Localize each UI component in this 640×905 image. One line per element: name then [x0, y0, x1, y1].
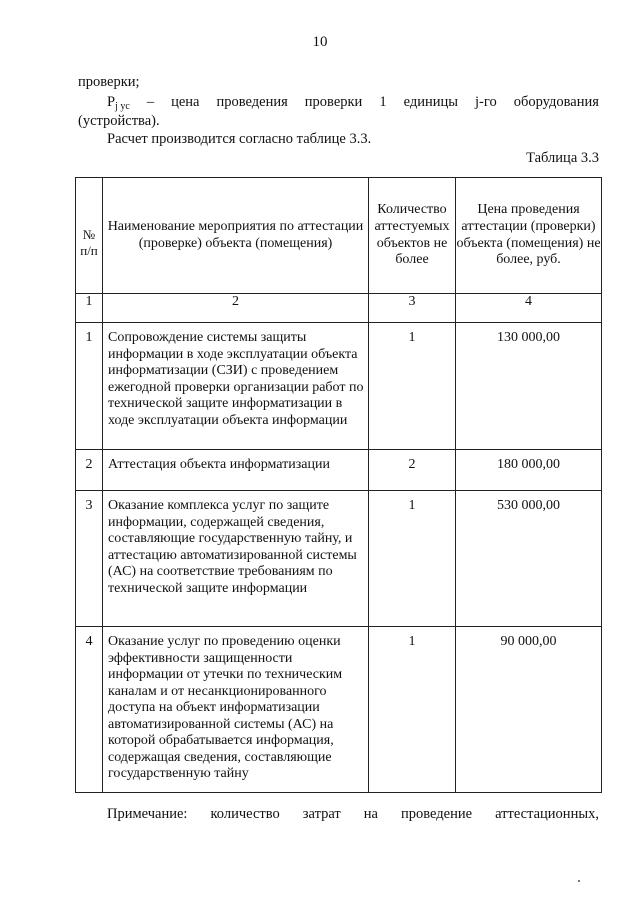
- table-row: [76, 450, 602, 491]
- page-number: 10: [312, 34, 328, 50]
- column-number: 1: [76, 294, 103, 323]
- table-header-row: [76, 178, 602, 294]
- row-quantity: 1: [369, 491, 456, 627]
- header-quantity: Количество аттестуемых объектов не более: [369, 178, 456, 294]
- table-row: [76, 627, 602, 793]
- text-line-1: проверки;: [78, 74, 140, 90]
- text-line-3: (устройства).: [78, 113, 160, 129]
- definition-word: –: [146, 94, 155, 110]
- row-name: Сопровождение системы защиты информации в ходе эксплуатации объекта информатизации (СЗИ) с проведением ежегодной проверки организации работ по технической защите информатизации в ходе эксплуатации объекта информации: [103, 323, 369, 450]
- row-price: 180 000,00: [456, 450, 602, 491]
- row-quantity: 1: [369, 323, 456, 450]
- row-name: Оказание услуг по проведению оценки эффективности защищенности информации от утечки по техническим каналам и от несанкционированного доступа на объект информатизации автоматизированной системы (АС) на которой обрабатывается информация, содержащая сведения, составляющие государственную тайну: [103, 627, 369, 793]
- row-number: 2: [76, 450, 103, 491]
- note-word: затрат: [302, 806, 341, 822]
- note-word: Примечание:: [107, 806, 188, 822]
- column-number: 2: [103, 294, 369, 323]
- text-line-4: Расчет производится согласно таблице 3.3.: [107, 131, 372, 147]
- definition-word: единицы: [403, 94, 458, 110]
- definition-word: проверки: [304, 94, 363, 110]
- row-price: 130 000,00: [456, 323, 602, 450]
- row-name: Оказание комплекса услуг по защите информации, содержащей сведения, составляющие государственную тайну, и аттестацию автоматизированной системы (АС) на соответствие требованиям по технической защите информации: [103, 491, 369, 627]
- row-number: 4: [76, 627, 103, 793]
- note-word: проведение: [401, 806, 473, 822]
- definition-word: 1: [379, 94, 387, 110]
- row-quantity: 1: [369, 627, 456, 793]
- definition-word: цена: [171, 94, 200, 110]
- header-price: Цена проведения аттестации (проверки) объекта (помещения) не более, руб.: [456, 178, 602, 294]
- definition-word: проведения: [216, 94, 288, 110]
- table-row: [76, 323, 602, 450]
- definition-word: j-го: [475, 94, 497, 110]
- table-caption: Таблица 3.3: [526, 150, 599, 166]
- header-number: № п/п: [76, 178, 103, 294]
- price-symbol: $P_{j ус}$: [107, 94, 130, 112]
- note-word: количество: [210, 806, 280, 822]
- table-row: [76, 491, 602, 627]
- row-name: Аттестация объекта информатизации: [103, 450, 369, 491]
- row-number: 3: [76, 491, 103, 627]
- row-price: 90 000,00: [456, 627, 602, 793]
- row-quantity: 2: [369, 450, 456, 491]
- row-price: 530 000,00: [456, 491, 602, 627]
- note-word: аттестационных,: [495, 806, 599, 822]
- definition-word: оборудования: [513, 94, 599, 110]
- note-line: [107, 806, 599, 823]
- header-name: Наименование мероприятия по аттестации (проверке) объекта (помещения): [103, 178, 369, 294]
- row-number: 1: [76, 323, 103, 450]
- attestation-table: [75, 177, 602, 793]
- note-word: на: [363, 806, 378, 822]
- column-number-row: [76, 294, 602, 323]
- column-number: 3: [369, 294, 456, 323]
- scan-speck: [578, 880, 580, 882]
- column-number: 4: [456, 294, 602, 323]
- text-line-2: [107, 94, 599, 112]
